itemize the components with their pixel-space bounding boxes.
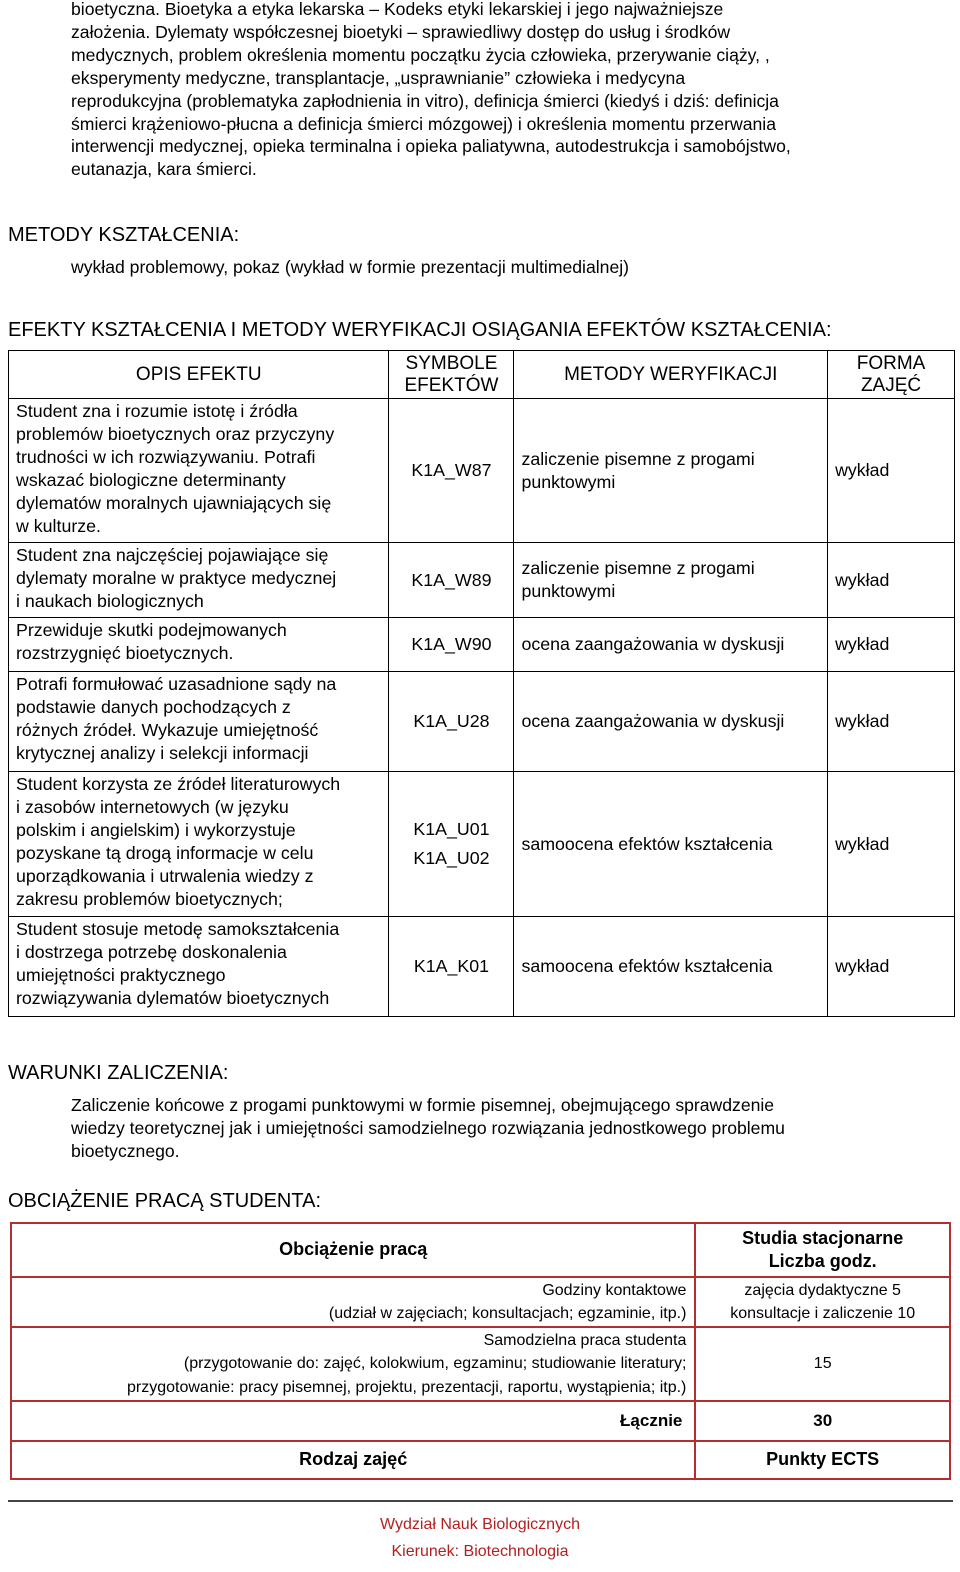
text-line: ocena zaangażowania w dyskusji [521, 634, 785, 655]
text-line: K1A_U28 [413, 711, 490, 732]
text-line: punktowymi [521, 581, 616, 601]
header-symbols-line: EFEKTÓW [404, 374, 499, 396]
effect-verification [514, 917, 828, 1017]
workload-contact-row [11, 1277, 950, 1327]
text-line: zajęcia dydaktyczne 5 [744, 1281, 901, 1299]
text-line: trudności w ich rozwiązywaniu. Potrafi [16, 446, 316, 467]
text-line: Potrafi formułować uzasadnione sądy na [16, 674, 337, 694]
table-row [9, 772, 955, 917]
header-symbols-line: SYMBOLE [405, 352, 498, 374]
text-line: problemów bioetycznych oraz przyczyny [16, 423, 335, 444]
text-line: punktowymi [521, 471, 616, 492]
text-line: różnych źródeł. Wykazuje umiejętność [16, 719, 319, 740]
text-line: zaliczenie pisemne z progami [521, 558, 755, 579]
effect-description [9, 618, 389, 672]
intro-line: bioetyczna. Bioetyka a etyka lekarska – Kodeks etyki lekarskiej i jego najważniejsze [71, 0, 724, 19]
intro-line: medycznych, problem określenia momentu początku życia człowieka, przerywanie ciąży, , [71, 44, 770, 65]
effect-form: wykład [828, 917, 955, 1017]
text-line: wiedzy teoretycznej jak i umiejętności samodzielnego rozwiązania jednostkowego problemu [71, 1117, 785, 1138]
text-line: Rodzaj zajęć [299, 1449, 408, 1470]
effect-symbol [389, 772, 514, 917]
intro-line: interwencji medycznej, opieka terminalna i opieka paliatywna, autodestrukcja i samobójstwo, [71, 136, 791, 157]
text-line: i zasobów internetowych (w języku [16, 796, 289, 817]
table-row [9, 917, 955, 1017]
intro-line: reprodukcyjna (problematyka zapłodnienia in vitro), definicja śmierci (kiedyś i dziś: definicja [71, 90, 779, 111]
intro-paragraph [71, 0, 890, 181]
effect-symbol [389, 672, 514, 772]
effect-form: wykład [828, 618, 955, 672]
footer-divider [8, 1500, 953, 1502]
text-line: zakresu problemów bioetycznych; [16, 888, 283, 909]
effect-verification [514, 672, 828, 772]
workload-self-label [11, 1327, 695, 1401]
text-line: Zaliczenie końcowe z progami punktowymi w formie pisemnej, obejmującego sprawdzenie [71, 1095, 775, 1115]
workload-total-value: 30 [695, 1401, 950, 1441]
text-line: podstawie danych pochodzących z [16, 696, 291, 717]
methods-text: wykład problemowy, pokaz (wykład w formie prezentacji multimedialnej) [71, 257, 629, 277]
effect-form: wykład [828, 772, 955, 917]
text-line: umiejętności praktycznego [16, 964, 226, 985]
workload-contact-label [11, 1277, 695, 1327]
text-line: przygotowanie: pracy pisemnej, projektu, prezentacji, raportu, wystąpienia; itp.) [127, 1378, 687, 1396]
header-symbols [389, 351, 514, 399]
header-form-line: ZAJĘĆ [860, 374, 922, 396]
header-description: OPIS EFEKTU [9, 351, 389, 399]
conditions-heading: WARUNKI ZALICZENIA: [8, 1062, 229, 1084]
text-line: samoocena efektów kształcenia [521, 956, 773, 977]
header-form [828, 351, 955, 399]
intro-line: eksperymenty medyczne, transplantacje, „usprawnianie” człowieka i medycyna [71, 67, 686, 88]
text-line: Student korzysta ze źródeł literaturowych [16, 774, 341, 794]
effect-verification [514, 772, 828, 917]
conditions-text [71, 1094, 785, 1163]
text-line: Liczba godz. [768, 1251, 877, 1271]
effect-form: wykład [828, 543, 955, 618]
effect-description [9, 917, 389, 1017]
effects-header-row [9, 351, 955, 399]
workload-col1-header: Obciążenie pracą [279, 1239, 428, 1260]
effect-verification [514, 618, 828, 672]
footer-faculty: Wydział Nauk Biologicznych [380, 1516, 580, 1533]
workload-type-row [11, 1441, 950, 1479]
header-form-line: FORMA [856, 352, 926, 374]
text-line: rozstrzygnięć bioetycznych. [16, 642, 234, 663]
text-line: Studia stacjonarne [742, 1227, 904, 1248]
effect-verification [514, 543, 828, 618]
intro-line: założenia. Dylematy współczesnej bioetyki – sprawiedliwy dostęp do usług i środków [71, 21, 731, 42]
effect-description [9, 672, 389, 772]
footer-field: Kierunek: Biotechnologia [391, 1543, 569, 1560]
text-line: K1A_W89 [411, 569, 492, 590]
text-line: w kulturze. [16, 515, 101, 536]
workload-self-value: 15 [695, 1327, 950, 1401]
text-line: samoocena efektów kształcenia [521, 833, 773, 854]
intro-line: śmierci krążeniowo-płucna a definicja śmierci mózgowej) i określenia momentu przerwania [71, 113, 777, 134]
text-line: Student zna najczęściej pojawiające się [16, 545, 329, 565]
effect-symbol [389, 399, 514, 543]
effect-description [9, 399, 389, 543]
text-line: (udział w zajęciach; konsultacjach; egzaminie, itp.) [328, 1305, 687, 1322]
text-line: dylematów moralnych ujawniających się [16, 492, 332, 513]
table-row [9, 543, 955, 618]
workload-total-row [11, 1401, 950, 1441]
effect-form: wykład [828, 672, 955, 772]
text-line: Student zna i rozumie istotę i źródła [16, 401, 298, 421]
effect-symbol [389, 917, 514, 1017]
workload-table [10, 1222, 951, 1480]
workload-ects-label: Punkty ECTS [695, 1441, 950, 1479]
text-line: ocena zaangażowania w dyskusji [521, 711, 785, 732]
text-line: i dostrzega potrzebę doskonalenia [16, 941, 287, 962]
workload-self-row [11, 1327, 950, 1401]
intro-line: eutanazja, kara śmierci. [71, 159, 257, 180]
text-line: K1A_W90 [411, 634, 492, 655]
table-row [9, 399, 955, 543]
header-verification: METODY WERYFIKACJI [514, 351, 828, 399]
table-row [9, 672, 955, 772]
methods-heading: METODY KSZTAŁCENIA: [8, 224, 240, 246]
text-line: (przygotowanie do: zajęć, kolokwium, egzaminu; studiowanie literatury; [183, 1355, 687, 1373]
text-line: uporządkowania i utrwalenia wiedzy z [16, 865, 314, 886]
effect-form: wykład [828, 399, 955, 543]
effect-verification [514, 399, 828, 543]
text-line: K1A_K01 [413, 956, 490, 977]
workload-contact-value [695, 1277, 950, 1327]
effect-description [9, 772, 389, 917]
text-line: Godziny kontaktowe [542, 1281, 687, 1299]
text-line: rozwiązywania dylematów bioetycznych [16, 987, 330, 1008]
workload-header-row [11, 1223, 950, 1277]
text-line: krytycznej analizy i selekcji informacji [16, 742, 309, 763]
text-line: bioetycznego. [71, 1140, 180, 1161]
text-line: K1A_U01 [413, 819, 490, 840]
text-line: zaliczenie pisemne z progami [521, 448, 755, 469]
effects-heading: EFEKTY KSZTAŁCENIA I METODY WERYFIKACJI OSIĄGANIA EFEKTÓW KSZTAŁCENIA: [8, 319, 832, 341]
workload-col2-header [695, 1223, 950, 1277]
text-line: wskazać biologiczne determinanty [16, 469, 286, 490]
text-line: dylematy moralne w praktyce medycznej [16, 567, 337, 588]
workload-type-label [11, 1441, 695, 1479]
table-row [9, 618, 955, 672]
text-line: i naukach biologicznych [16, 590, 204, 611]
text-line: polskim i angielskim) i wykorzystuje [16, 819, 296, 840]
text-line: Samodzielna praca studenta [483, 1331, 687, 1349]
text-line: Student stosuje metodę samokształcenia [16, 919, 340, 939]
text-line: konsultacje i zaliczenie 10 [730, 1305, 916, 1322]
workload-total-label: Łącznie [11, 1401, 695, 1441]
effect-symbol [389, 618, 514, 672]
workload-heading: OBCIĄŻENIE PRACĄ STUDENTA: [8, 1190, 322, 1212]
effect-symbol [389, 543, 514, 618]
effect-description [9, 543, 389, 618]
text-line: K1A_W87 [411, 460, 492, 481]
text-line: Przewiduje skutki podejmowanych [16, 620, 287, 640]
effects-table [8, 350, 955, 1017]
text-line: K1A_U02 [413, 848, 490, 868]
text-line: pozyskane tą drogą informacje w celu [16, 842, 314, 863]
